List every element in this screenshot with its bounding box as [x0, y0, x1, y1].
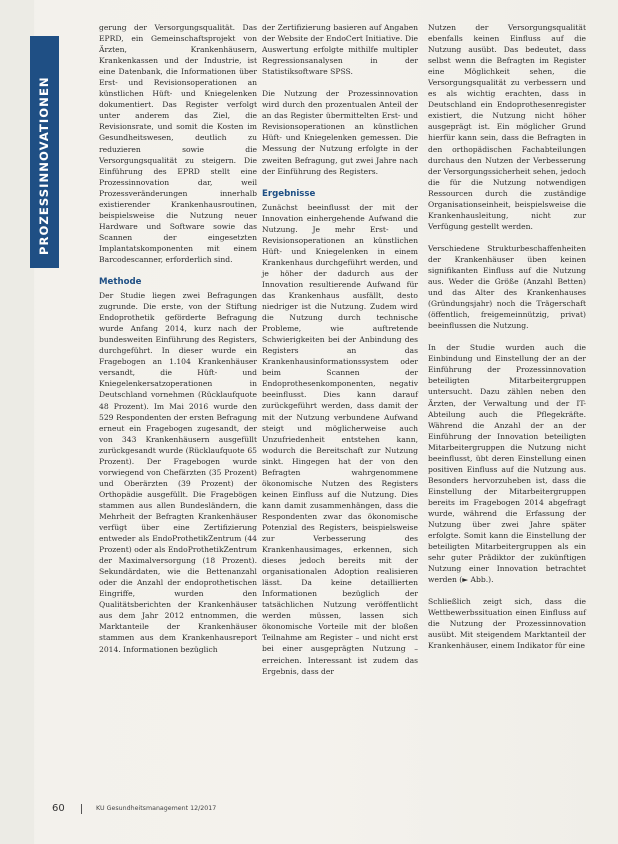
paragraph: Schließlich zeigt sich, dass die Wettbewerbssituation einen Einfluss auf die Nutzung der Prozessinnovation ausübt. Mit steigendem Marktanteil der Krankenhäuser, einem Indikator für eine — [428, 597, 586, 651]
page-number: 60 — [52, 803, 65, 814]
text-column-1 — [99, 22, 257, 666]
paragraph: Der Studie liegen zwei Befragungen zugrunde. Die erste, von der Stiftung Endoprothetik geförderte Befragung wurde Anfang 2014, kurz nach der bundesweiten Einführung des Registers, durchgeführt. In dieser wurde ein Fragebogen an 1.104 Krankenhäuser versandt, die Hüft- und Kniegelenkersatzoperationen in Deutschland vornehmen (Rücklaufquote 48 Prozent). Im Mai 2016 wurde den 529 Respondenten der ersten Befragung erneut ein Fragebogen zugesandt, der von 343 Krankenhäusern ausgefüllt zurückgesandt wurde (Rücklaufquote 65 Prozent). Der Fragebogen wurde vorwiegend von Chefärzten (35 Prozent) und Oberärzten (39 Prozent) der Orthopädie ausgefüllt. Die Fragebögen stammen aus allen Bundesländern, die Mehrheit der Befragten Krankenhäuser verfügt über eine Zertifizierung entweder als EndoProthetikZentrum (44 Prozent) oder als EndoProthetikZentrum der Maximalversorgung (18 Prozent). Sekundärdaten, wie die Bettenanzahl oder die Anzahl der endoprothetischen Eingriffe, wurden den Qualitätsberichten der Krankenhäuser aus dem Jahr 2012 entnommen, die Marktanteile der Krankenhäuser stammen aus dem Krankenhausreport 2014. Informationen bezüglich — [99, 291, 257, 654]
paragraph: der Zertifizierung basieren auf Angaben der Website der EndoCert Initiative. Die Auswertung erfolgte mithilfe multipler Regressionsanalysen in der Statistiksoftware SPSS. — [262, 23, 418, 77]
section-heading-methode: Methode — [99, 277, 142, 288]
paragraph: Verschiedene Strukturbeschaffenheiten der Krankenhäuser üben keinen signifikanten Einfluss auf die Nutzung aus. Weder die Größe (Anzahl Betten) und das Alter des Krankenhauses (Gründungsjahr) noch die Trägerschaft (öffentlich, freigemeinnützig, privat) beeinflussen die Nutzung. — [428, 243, 586, 331]
section-title: PROZESSINNOVATIONEN — [37, 76, 51, 255]
paragraph: In der Studie wurden auch die Einbindung und Einstellung der an der Einführung der Prozessinnovation beteiligten Mitarbeitergruppen untersucht. Dazu zählen neben den Ärzten, der Verwaltung und der IT-Abteilung auch die Pflegekräfte. Während die Anzahl der an der Einführung der Innovation beteiligten Mitarbeitergruppen die Nutzung nicht beeinflusst, übt deren Einstellung einen positiven Einfluss auf die Nutzung aus. Besonders hervorzuheben ist, dass die Einstellung der Mitarbeitergruppen bereits im Fragebogen 2014 abgefragt wurde, während die Erfassung der Nutzung über zwei Jahre später erfolgte. Somit kann die Einstellung der beteiligten Mitarbeitergruppen als ein sehr guter Prädiktor der zukünftigen Nutzung einer Innovation betrachtet werden (► Abb.). — [428, 343, 586, 585]
paragraph: Zunächst beeinflusst der mit der Innovation einhergehende Aufwand die Nutzung. Je mehr Erst- und Revisionsoperationen an künstlichen Hüft- und Kniegelenken in einem Krankenhaus durchgeführt werden, und je höher der dadurch aus der Innovation resultierende Aufwand für das Krankenhaus ausfällt, desto niedriger ist die Nutzung. Zudem wird die Nutzung durch technische Probleme, wie auftretende Schwierigkeiten bei der Anbindung des Registers an das Krankenhausinformationssystem oder beim Scannen der Endoprothesenkomponenten, negativ beeinflusst. Dies kann darauf zurückgeführt werden, dass damit der mit der Nutzung verbundene Aufwand steigt und möglicherweise auch Unzufriedenheit entstehen kann, wodurch die Bereitschaft zur Nutzung sinkt. Hingegen hat der von den Befragten wahrgenommene ökonomische Nutzen des Registers keinen Einfluss auf die Nutzung. Dies kann damit zusammenhängen, dass die Respondenten zwar das ökonomische Potenzial des Registers, beispielsweise zur Verbesserung des Krankenhausimages, erkennen, sich dieses jedoch bereits mit der organisationalen Adoption realisieren lässt. Da keine detaillierten Informationen bezüglich der tatsächlichen Nutzung veröffentlicht werden müssen, lassen sich ökonomische Vorteile mit der bloßen Teilnahme am Register – und nicht erst bei einer ausgeprägten Nutzung – erreichen. Interessant ist zudem das Ergebnis, dass der — [262, 202, 418, 676]
paragraph: Nutzen der Versorgungsqualität ebenfalls keinen Einfluss auf die Nutzung ausübt. Das bedeutet, dass selbst wenn die Befragten im Register eine Möglichkeit sehen, die Versorgungsqualität zu verbessern und es als wichtig erachten, dass in Deutschland ein Endoprothesenregister existiert, die Nutzung nicht höher ausgeprägt ist. Ein möglicher Grund hierfür kann sein, dass die Befragten in den orthopädischen Fachabteilungen durchaus den Nutzen der Verbesserung der Versorgungssicherheit sehen, jedoch die für die Nutzung notwendigen Ressourcen durch die zuständige Organisationseinheit, beispielsweise die Krankenhausleitung, nicht zur Verfügung gestellt werden. — [428, 23, 586, 231]
section-heading-ergebnisse: Ergebnisse — [262, 188, 316, 199]
journal-name: KU Gesundheitsmanagement 12/2017 — [96, 805, 217, 812]
text-column-2 — [262, 22, 418, 688]
footer-divider — [81, 804, 82, 814]
paragraph: gerung der Versorgungsqualität. Das EPRD, ein Gemeinschaftsprojekt von Ärzten, Krankenhäusern, Krankenkassen und der Industrie, ist eine Datenbank, die Informationen über Erst- und Revisionsoperationen an künstlichen Hüft- und Kniegelenken dokumentiert. Das Register verfolgt unter anderem das Ziel, die Revisionsrate, und somit die Kosten im Gesundheitswesen, deutlich zu reduzieren sowie die Versorgungsqualität zu steigern. Die Einführung des EPRD stellt eine Prozessinnovation dar, weil Prozessveränderungen innerhalb existierender Krankenhausroutinen, beispielsweise die Nutzung neuer Hardware und Software sowie das Scannen der eingesetzten Implantatskomponenten mit einem Barcodescanner, erforderlich sind. — [99, 23, 257, 264]
page-footer — [52, 803, 572, 817]
text-column-3 — [428, 22, 586, 663]
page-margin — [0, 0, 34, 844]
paragraph: Die Nutzung der Prozessinnovation wird durch den prozentualen Anteil der an das Register übermittelten Erst- und Revisionsoperationen an künstlichen Hüft- und Kniegelenken gemessen. Die Messung der Nutzung erfolgte in der zweiten Befragung, gut zwei Jahre nach der Einführung des Registers. — [262, 89, 418, 176]
